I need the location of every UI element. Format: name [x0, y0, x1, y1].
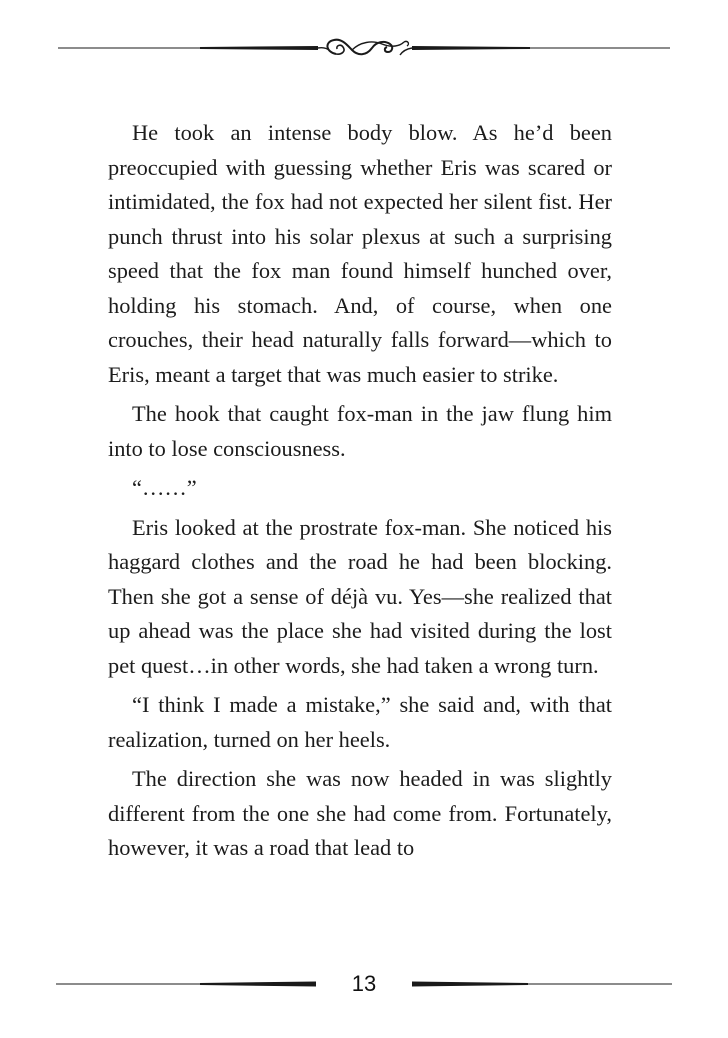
paragraph: “……”	[132, 475, 197, 500]
paragraph: The hook that caught fox-man in the jaw flung him into to lose consciousness.	[108, 401, 612, 461]
page-number: 13	[351, 971, 377, 996]
paragraph: “I think I made a mistake,” she said and, with that realization, turned on her heels.	[108, 692, 612, 752]
scroll-flourish-icon	[0, 28, 728, 68]
page-text	[108, 116, 612, 866]
paragraph: He took an intense body blow. As he’d been preoccupied with guessing whether Eris was scared or intimidated, the fox had not expected her silent fist. Her punch thrust into his solar plexus at such a surprising speed that the fox man found himself hunched over, holding his stomach. And, of course, when one crouches, their head naturally falls forward—which to Eris, meant a target that was much easier to strike.	[108, 120, 612, 387]
paragraph: Eris looked at the prostrate fox-man. She noticed his haggard clothes and the road he had been blocking. Then she got a sense of déjà vu. Yes—she realized that up ahead was the place she had visited during the lost pet quest…in other words, she had taken a wrong turn.	[108, 514, 612, 678]
page-footer	[0, 962, 728, 1006]
header-ornament	[0, 28, 728, 68]
paragraph: The direction she was now headed in was slightly different from the one she had come from. Fortunately, however, it was a road that lead to	[108, 766, 612, 860]
